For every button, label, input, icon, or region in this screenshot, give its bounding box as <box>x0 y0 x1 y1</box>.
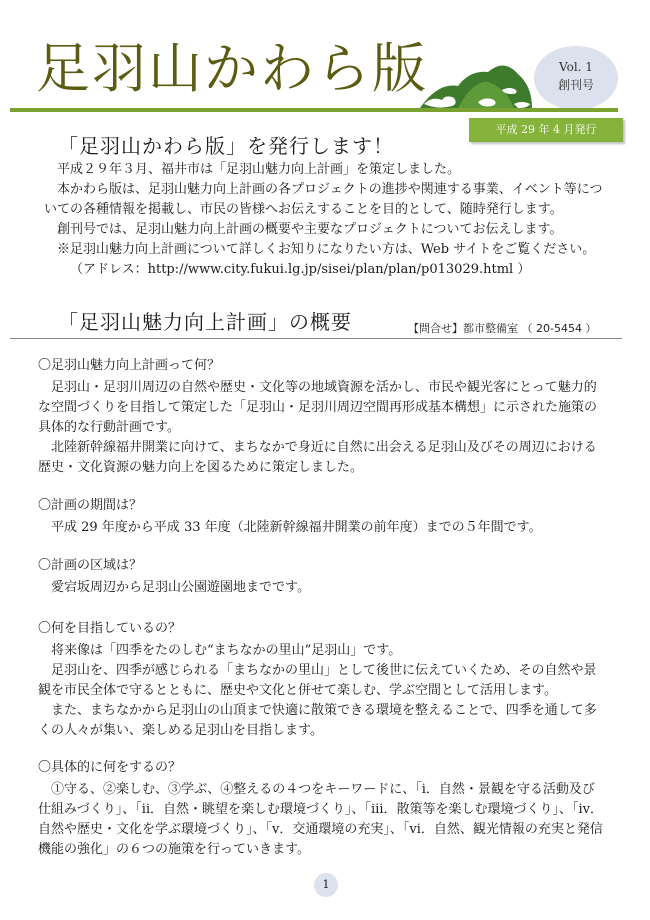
volume-badge <box>534 46 618 110</box>
section-question: 〇足羽山魅力向上計画って何？ <box>38 358 221 373</box>
contact-info: 【問合せ】都市整備室 （ 20-5454 ） <box>408 322 597 335</box>
section-area <box>38 556 606 598</box>
intro-paragraph: 平成２９年３月、福井市は「足羽山魅力向上計画」を策定しました。 <box>57 162 461 177</box>
section-question: 〇具体的に何をするの？ <box>38 760 182 775</box>
section-paragraph: 愛宕坂周辺から足羽山公園遊園地までです。 <box>51 580 310 595</box>
issue-label: 創刊号 <box>557 78 594 92</box>
issue-date: 平成 29 年 4 月発行 <box>469 118 623 142</box>
intro-paragraph: 創刊号では、足羽山魅力向上計画の概要や主要なプロジェクトについてお伝えします。 <box>57 222 563 237</box>
intro-address-link[interactable]: （アドレス：http://www.city.fukui.lg.jp/sisei/plan/plan/p013029.html ） <box>70 262 531 277</box>
section-paragraph: 足羽山・足羽川周辺の自然や歴史・文化等の地域資源を活かし、市民や観光客にとって魅力的な空間づくりを目指して策定した「足羽山・足羽川周辺空間再形成基本構想」に示された施策の具体的な行動計画です。 <box>38 380 598 435</box>
section-paragraph: 将来像は「四季をたのしむ“まちなかの里山”足羽山」です。 <box>51 643 402 658</box>
section-goal <box>38 619 606 741</box>
newsletter-title: 足羽山かわら版 <box>36 37 428 100</box>
intro-block <box>44 160 604 280</box>
headline-overview: 「足羽山魅力向上計画」の概要 <box>58 310 352 334</box>
header-rule <box>10 108 618 112</box>
section-paragraph: ①守る、②楽しむ、③学ぶ、④整えるの４つをキーワードに、「ⅰ．自然・景観を守る活動及び仕組みづくり」、「ⅱ．自然・眺望を楽しむ環境づくり」、「ⅲ．散策等を楽しむ環境づくり」、「ⅳ．自然や歴史・文化を学ぶ環境づくり」、「ⅴ．交通環境の充実」、「ⅵ．自然、観光情報の充実と発信機能の強化」の６つの施策を行っていきます。 <box>38 782 604 857</box>
section-what <box>38 356 606 478</box>
mountain-logo-icon <box>418 52 534 110</box>
section-paragraph: 足羽山を、四季が感じられる「まちなかの里山」として後世に伝えていくため、その自然や景観を市民全体で守るとともに、歴史や文化と併せて楽しむ、学ぶ空間として活用します。 <box>38 663 597 698</box>
intro-note: ※足羽山魅力向上計画について詳しくお知りになりたい方は、Web サイトをご覧ください。 <box>57 242 596 257</box>
section-paragraph: 北陸新幹線福井開業に向けて、まちなかで身近に自然に出会える足羽山及びその周辺における歴史・文化資源の魅力向上を図るために策定しました。 <box>38 440 597 475</box>
section-question: 〇何を目指しているの？ <box>38 621 182 636</box>
intro-paragraph: 本かわら版は、足羽山魅力向上計画の各プロジェクトの進捗や関連する事業、イベント等についての各種情報を掲載し、市民の皆様へお伝えすることを目的として、随時発行します。 <box>44 182 603 217</box>
section-question: 〇計画の区域は？ <box>38 558 143 573</box>
section-actions <box>38 758 606 860</box>
section-question: 〇計画の期間は？ <box>38 498 143 513</box>
section-paragraph: 平成 29 年度から平成 33 年度（北陸新幹線福井開業の前年度）までの５年間です。 <box>51 520 542 535</box>
section-paragraph: また、まちなかから足羽山の山頂まで快適に散策できる環境を整えることで、四季を通して多くの人々が集い、楽しめる足羽山を目指します。 <box>38 703 597 738</box>
section-period <box>38 496 606 538</box>
volume-number: Vol. 1 <box>559 60 593 74</box>
section-divider <box>10 338 622 339</box>
headline-launch: 「足羽山かわら版」を発行します！ <box>58 134 394 158</box>
page-number: 1 <box>314 873 338 897</box>
